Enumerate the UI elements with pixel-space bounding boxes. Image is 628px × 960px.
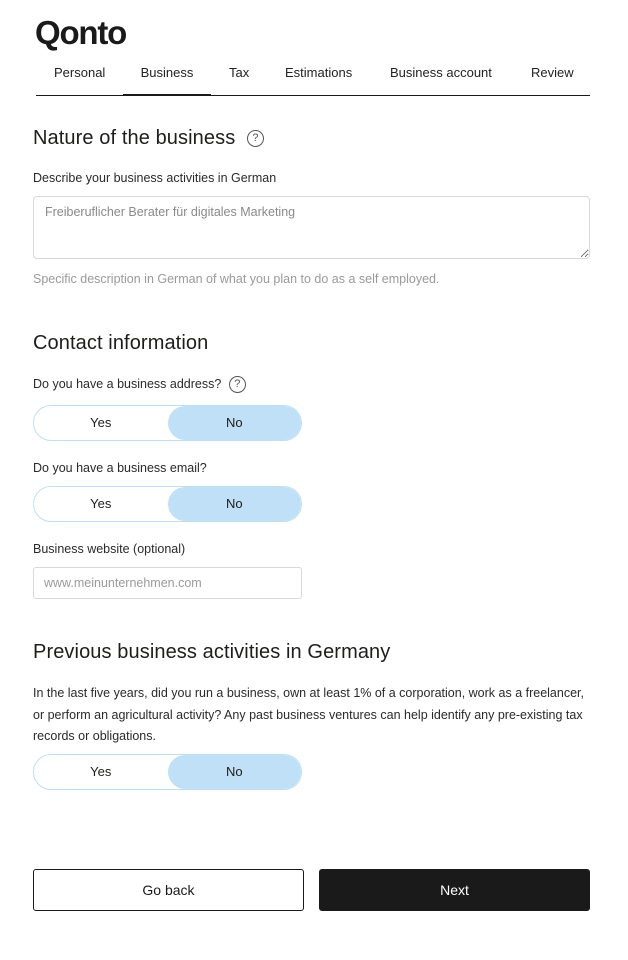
- tab-estimations[interactable]: Estimations: [285, 65, 353, 80]
- next-button[interactable]: Next: [319, 869, 590, 911]
- address-yes-option[interactable]: Yes: [90, 415, 112, 430]
- go-back-button[interactable]: Go back: [33, 869, 304, 911]
- qonto-logo: Qonto: [35, 14, 127, 51]
- tab-business-account[interactable]: Business account: [390, 65, 492, 80]
- website-label: Business website (optional): [33, 542, 186, 556]
- email-yes-option[interactable]: Yes: [90, 496, 112, 511]
- address-toggle[interactable]: [33, 405, 302, 441]
- tab-personal[interactable]: Personal: [54, 65, 106, 80]
- email-no-option[interactable]: No: [168, 487, 302, 521]
- activities-label: Describe your business activities in German: [33, 171, 277, 185]
- question-circle-icon[interactable]: ?: [229, 376, 246, 393]
- previous-heading: Previous business activities in Germany: [33, 641, 391, 663]
- nature-heading: [33, 127, 264, 150]
- previous-question: In the last five years, did you run a business, own at least 1% of a corporation, work as a freelancer, or perform an agricultural activity? Any past business ventures can help identify any pre-existing tax records or obligations.: [33, 686, 584, 743]
- contact-heading: Contact information: [33, 332, 209, 354]
- address-question: [33, 376, 246, 393]
- previous-yes-option[interactable]: Yes: [90, 764, 112, 779]
- email-toggle[interactable]: [33, 486, 302, 522]
- activities-textarea[interactable]: [33, 196, 590, 259]
- tab-review[interactable]: Review: [531, 65, 574, 80]
- address-no-option[interactable]: No: [168, 406, 302, 440]
- question-circle-icon[interactable]: ?: [247, 130, 264, 147]
- website-input[interactable]: [33, 567, 302, 599]
- step-tabs: [36, 58, 590, 96]
- nature-heading-text: Nature of the business: [33, 127, 236, 149]
- previous-no-option[interactable]: No: [168, 755, 302, 789]
- activities-hint: Specific description in German of what you plan to do as a self employed.: [33, 272, 440, 286]
- previous-toggle[interactable]: [33, 754, 302, 790]
- email-question: Do you have a business email?: [33, 461, 207, 475]
- address-question-text: Do you have a business address?: [33, 376, 222, 391]
- tab-tax[interactable]: Tax: [229, 65, 250, 80]
- tab-business[interactable]: Business: [123, 58, 211, 96]
